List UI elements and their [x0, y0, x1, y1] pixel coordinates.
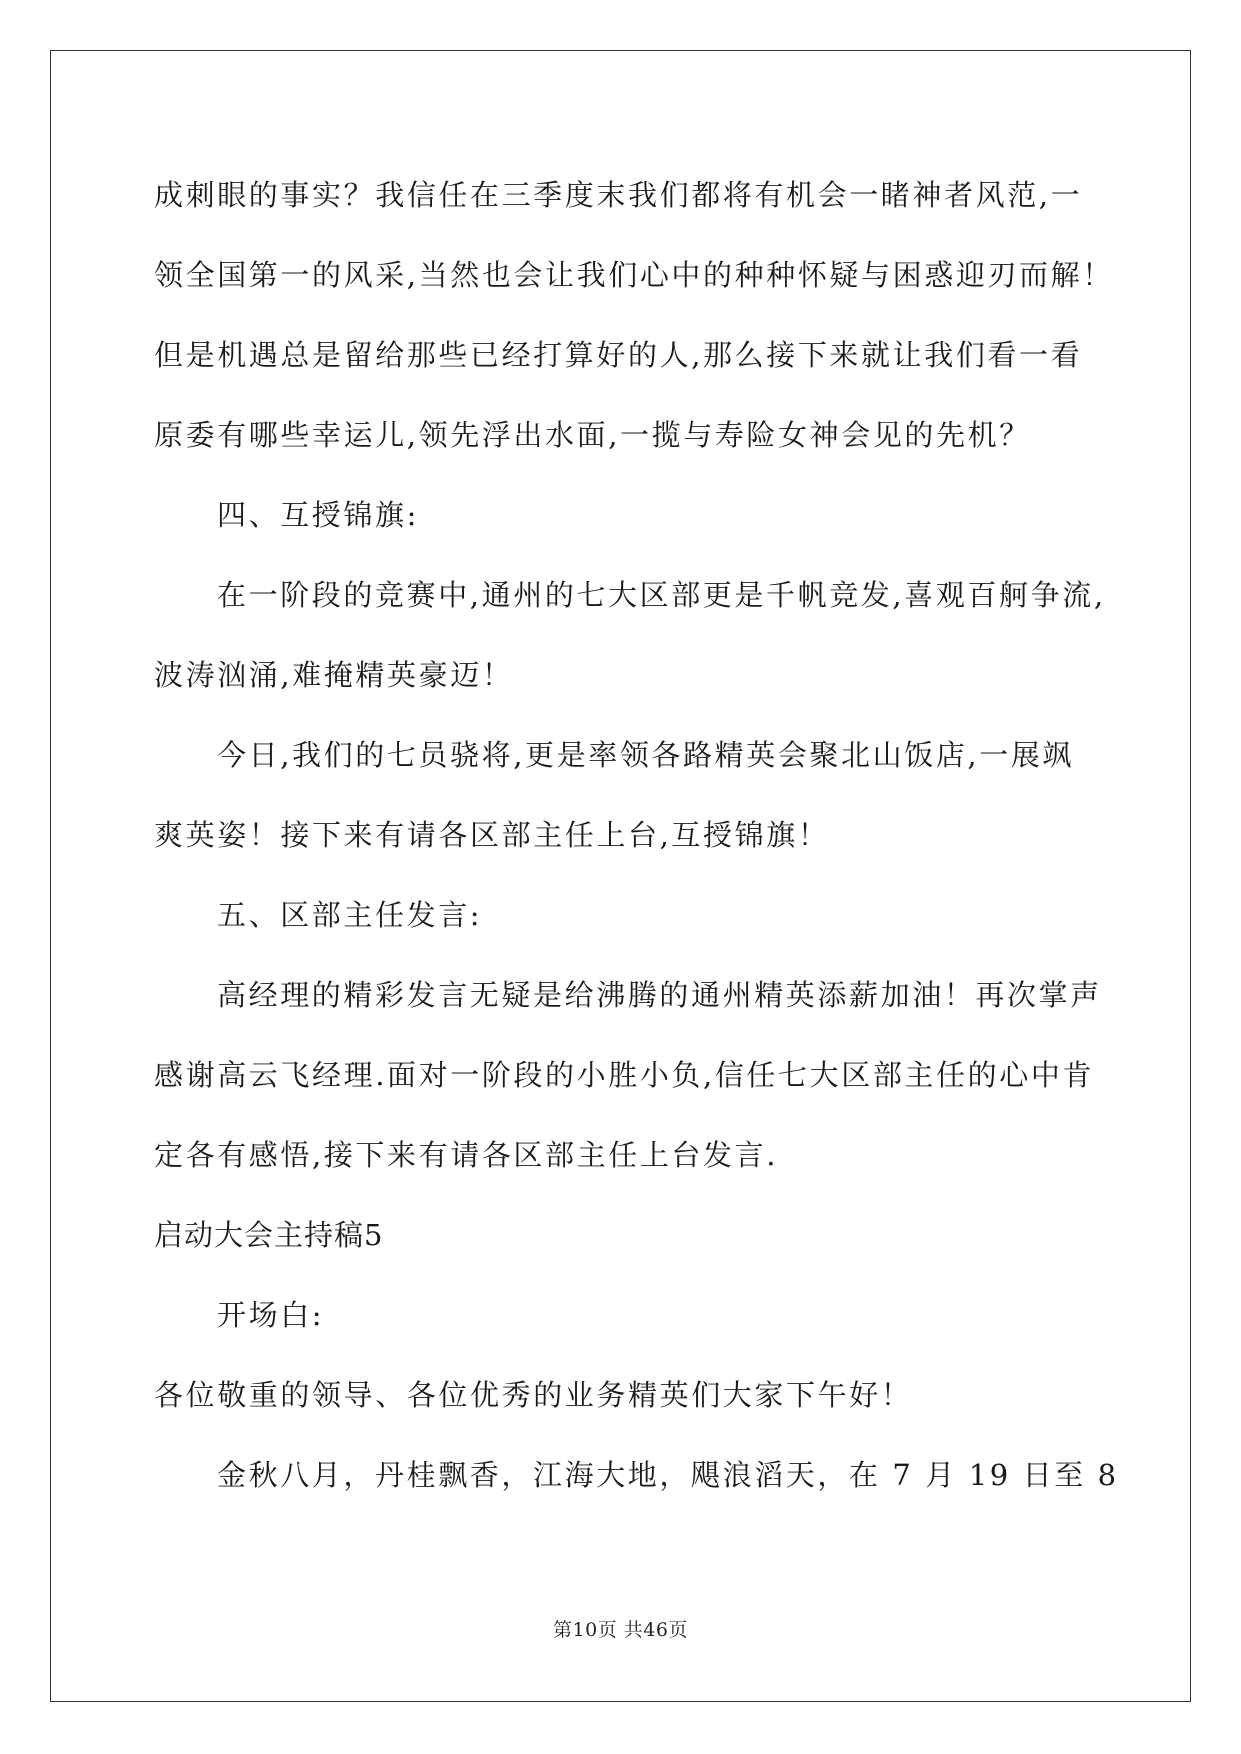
page-number-footer: 第10页 共46页 [553, 1619, 688, 1641]
text-line: 定各有感悟,接下来有请各区部主任上台发言. [154, 1138, 779, 1172]
text-line: 金秋八月，丹桂飘香，江海大地，飓浪滔天，在 7 月 19 日至 8 [217, 1458, 1119, 1492]
section-heading-5: 五、区部主任发言: [217, 898, 483, 932]
text-line: 领全国第一的风采,当然也会让我们心中的种种怀疑与困惑迎刃而解！ [154, 258, 1114, 292]
text-line: 成刺眼的事实？我信任在三季度末我们都将有机会一睹神者风范,一 [154, 178, 1083, 212]
text-line: 原委有哪些幸运儿,领先浮出水面,一揽与寿险女神会见的先机？ [154, 418, 1031, 452]
text-line: 但是机遇总是留给那些已经打算好的人,那么接下来就让我们看一看 [154, 338, 1083, 372]
text-line: 今日,我们的七员骁将,更是率领各路精英会聚北山饭店,一展飒 [217, 738, 1075, 772]
text-line: 高经理的精彩发言无疑是给沸腾的通州精英添薪加油！再次掌声 [217, 978, 1102, 1012]
document-title: 启动大会主持稿5 [154, 1218, 384, 1252]
text-line: 感谢高云飞经理.面对一阶段的小胜小负,信任七大区部主任的心中肯 [154, 1058, 1095, 1092]
document-body [154, 155, 1119, 1515]
greeting-line: 各位敬重的领导、各位优秀的业务精英们大家下午好！ [154, 1378, 913, 1412]
text-line: 爽英姿！接下来有请各区部主任上台,互授锦旗！ [154, 818, 830, 852]
opening-heading: 开场白: [217, 1298, 325, 1332]
section-heading-4: 四、互授锦旗: [217, 498, 419, 532]
text-line: 在一阶段的竞赛中,通州的七大区部更是千帆竞发,喜观百舸争流, [217, 578, 1106, 612]
text-line: 波涛汹涌,难掩精英豪迈！ [154, 658, 514, 692]
